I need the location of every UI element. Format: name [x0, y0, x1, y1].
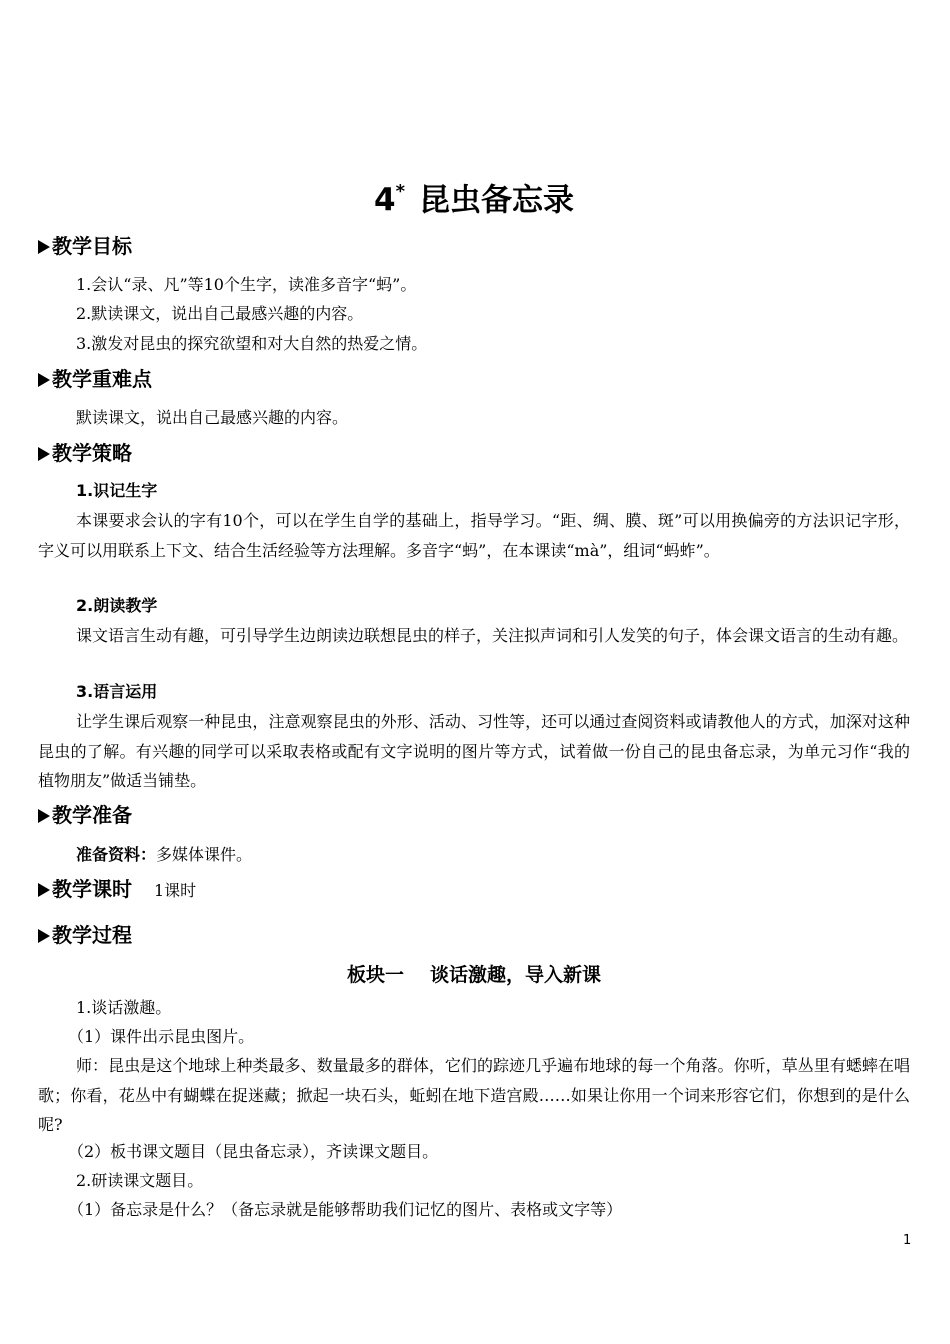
- key-points-text: 默读课文，说出自己最感兴趣的内容。: [76, 408, 349, 427]
- heading-key-points: 教学重难点: [38, 366, 152, 392]
- triangle-bullet-icon: [38, 447, 50, 461]
- heading-strategy: 教学策略: [38, 440, 132, 466]
- preparation-text: [38, 840, 948, 870]
- objective-item: 3.激发对昆虫的探究欲望和对大自然的热爱之情。: [76, 334, 428, 353]
- page-title: [38, 174, 910, 220]
- block-title: 板块一 谈话激趣，导入新课: [346, 964, 602, 986]
- process-line: （2）板书课文题目（昆虫备忘录），齐读课文题目。: [68, 1142, 439, 1161]
- periods-value: 1课时: [154, 881, 197, 900]
- strategy-subheading: 2.朗读教学: [76, 596, 158, 615]
- heading-periods: 教学课时 1课时: [38, 876, 196, 904]
- process-line: 1.谈话激趣。: [76, 998, 172, 1017]
- heading-preparation: 教学准备: [38, 802, 132, 828]
- process-line: 2.研读课文题目。: [76, 1171, 204, 1190]
- triangle-bullet-icon: [38, 929, 50, 943]
- heading-objectives: 教学目标: [38, 233, 132, 259]
- process-paragraph: 师：昆虫是这个地球上种类最多、数量最多的群体，它们的踪迹几乎遍布地球的每一个角落。你听，草丛里有蟋蟀在唱歌；你看，花丛中有蝴蝶在捉迷藏；掀起一块石头，蚯蚓在地下造宫殿……如果让你用一个词来形容它们，你想到的是什么呢?: [38, 1056, 910, 1134]
- page-number: 1: [903, 1233, 912, 1248]
- strategy-paragraph: 让学生课后观察一种昆虫，注意观察昆虫的外形、活动、习性等，还可以通过查阅资料或请教他人的方式，加深对这种昆虫的了解。有兴趣的同学可以采取表格或配有文字说明的图片等方式，试着做一份自己的昆虫备忘录，为单元习作“我的植物朋友”做适当铺垫。: [38, 712, 910, 790]
- objective-item: 2.默读课文，说出自己最感兴趣的内容。: [76, 304, 364, 323]
- triangle-bullet-icon: [38, 240, 50, 254]
- strategy-paragraph: 课文语言生动有趣，可引导学生边朗读边联想昆虫的样子，关注拟声词和引人发笑的句子，体会课文语言的生动有趣。: [76, 626, 909, 645]
- triangle-bullet-icon: [38, 809, 50, 823]
- optional-lesson-star: *: [395, 181, 405, 202]
- triangle-bullet-icon: [38, 883, 50, 897]
- strategy-paragraph: 本课要求会认的字有10个，可以在学生自学的基础上，指导学习。“距、绸、膜、斑”可以用换偏旁的方法识记字形，字义可以用联系上下文、结合生活经验等方法理解。多音字“蚂”，在本课读“mà”，组词“蚂蚱”。: [38, 511, 910, 560]
- lesson-number: 4: [374, 182, 396, 219]
- preparation-label: 准备资料：: [76, 845, 157, 864]
- heading-process: 教学过程: [38, 922, 132, 948]
- process-line: （1）课件出示昆虫图片。: [68, 1027, 255, 1046]
- process-line: （1）备忘录是什么？（备忘录就是能够帮助我们记忆的图片、表格或文字等）: [68, 1200, 623, 1219]
- strategy-subheading: 1.识记生字: [76, 481, 158, 500]
- triangle-bullet-icon: [38, 373, 50, 387]
- objective-item: 1.会认“录、凡”等10个生字，读准多音字“蚂”。: [76, 275, 417, 294]
- lesson-title: 昆虫备忘录: [419, 182, 574, 219]
- preparation-value: 多媒体课件。: [156, 845, 253, 864]
- strategy-subheading: 3.语言运用: [76, 682, 158, 701]
